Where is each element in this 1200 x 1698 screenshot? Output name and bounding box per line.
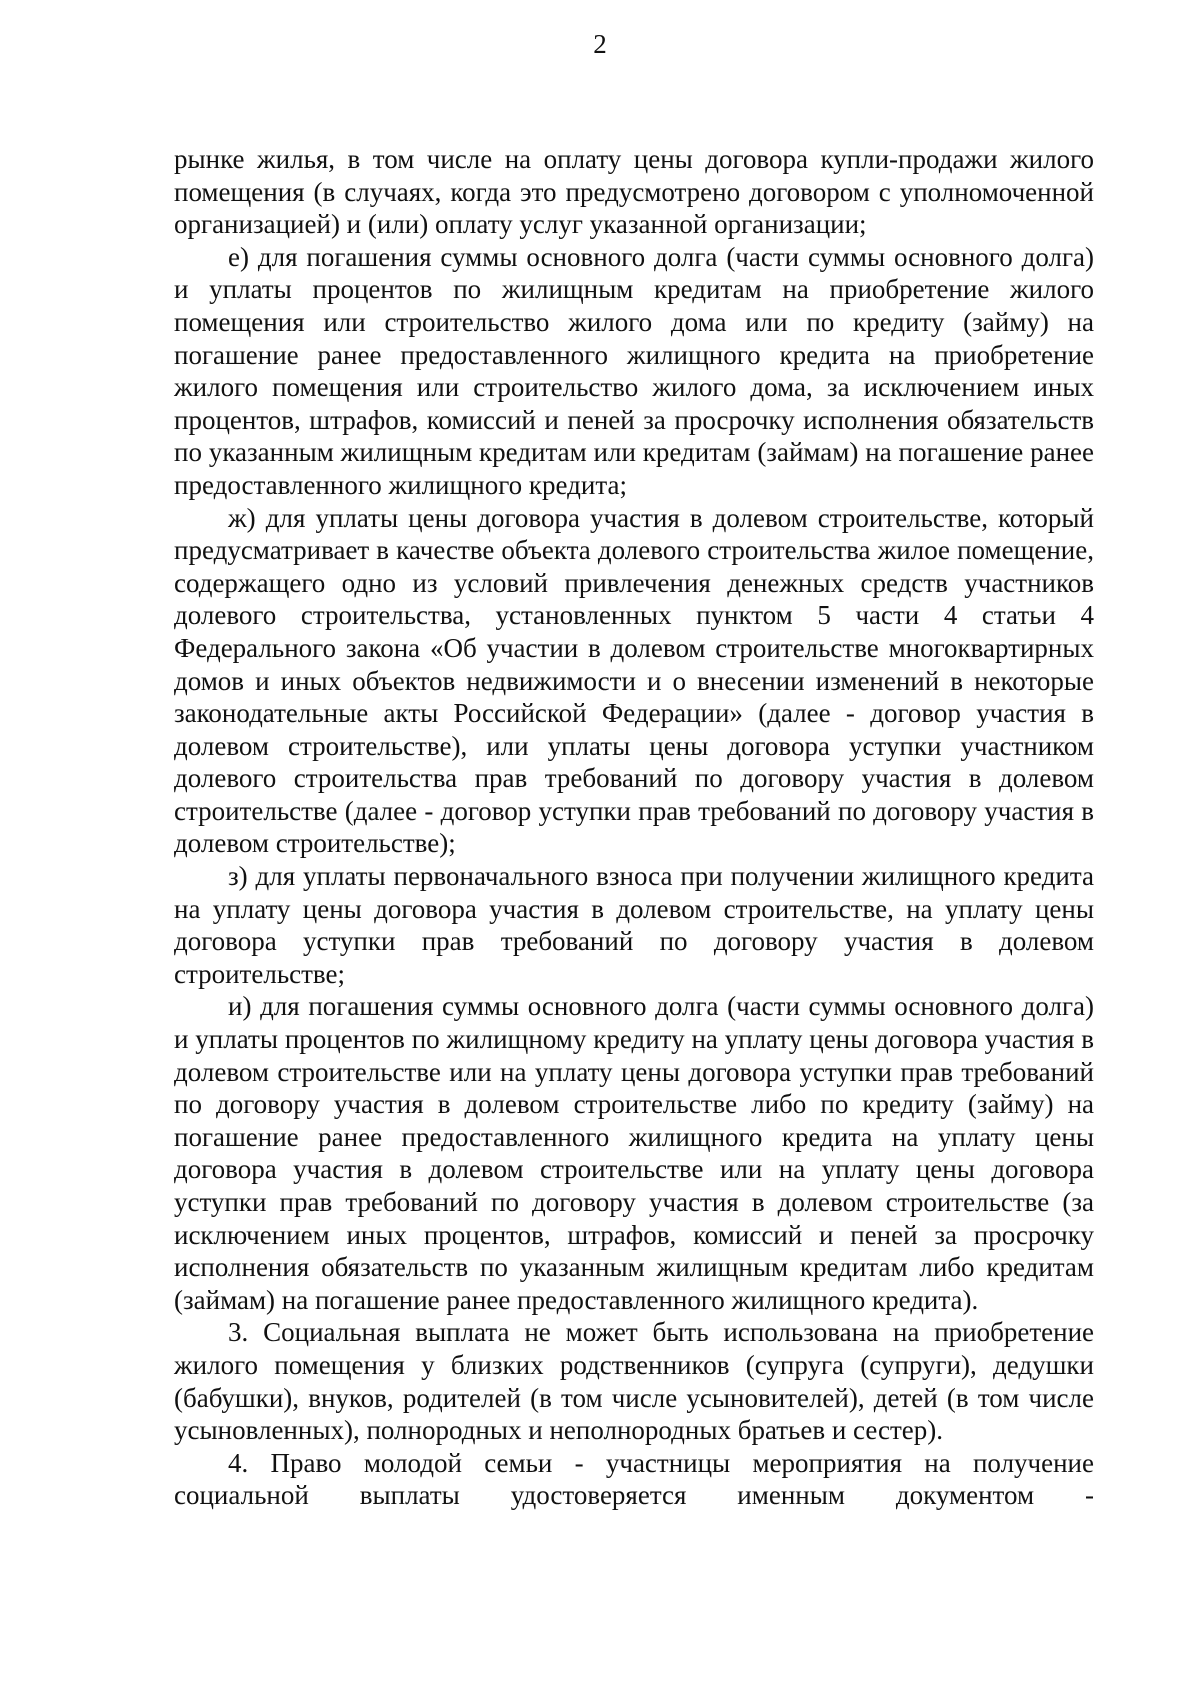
paragraph-item-i: и) для погашения суммы основного долга (части суммы основного долга) и уплаты процентов по жилищному кредиту на уплату цены договора участия в долевом строительстве или на уплату цены договора уступки прав требований по договору участия в долевом строительстве либо по кредиту (займу) на погашение ранее предоставленного жилищного кредита на уплату цены договора участия в долевом строительстве или на уплату цены договора уступки прав требований по договору участия в долевом строительстве (за исключением иных процентов, штрафов, комиссий и пеней за просрочку исполнения обязательств по указанным жилищным кредитам либо кредитам (займам) на погашение ранее предоставленного жилищного кредита). [174, 991, 1094, 1315]
paragraph-clause-3: 3. Социальная выплата не может быть использована на приобретение жилого помещения у близких родственников (супруга (супруги), дедушки (бабушки), внуков, родителей (в том числе усыновителей), детей (в том числе усыновленных), полнородных и неполнородных братьев и сестер). [174, 1317, 1094, 1446]
paragraph-item-zh: ж) для уплаты цены договора участия в долевом строительстве, который предусматривает в качестве объекта долевого строительства жилое помещение, содержащего одно из условий привлечения денежных средств участников долевого строительства, установленных пунктом 5 части 4 статьи 4 Федерального закона «Об участии в долевом строительстве многоквартирных домов и иных объектов недвижимости и о внесении изменений в некоторые законодательные акты Российской Федерации» (далее - договор участия в долевом строительстве), или уплаты цены договора уступки участником долевого строительства прав требований по договору участия в долевом строительстве (далее - договор уступки прав требований по договору участия в долевом строительстве); [174, 502, 1094, 859]
page-number: 2 [593, 29, 607, 59]
paragraph-clause-4: 4. Право молодой семьи - участницы мероприятия на получение социальной выплаты удостоверяется именным документом - [174, 1447, 1094, 1511]
paragraph-continuation: рынке жилья, в том числе на оплату цены договора купли-продажи жилого помещения (в случаях, когда это предусмотрено договором с уполномоченной организацией) и (или) оплату услуг указанной организации; [174, 144, 1094, 240]
paragraph-item-z: з) для уплаты первоначального взноса при получении жилищного кредита на уплату цены договора участия в долевом строительстве, на уплату цены договора уступки прав требований по договору участия в долевом строительстве; [174, 861, 1094, 989]
paragraph-item-e: е) для погашения суммы основного долга (части суммы основного долга) и уплаты процентов по жилищным кредитам на приобретение жилого помещения или строительство жилого дома или по кредиту (займу) на погашение ранее предоставленного жилищного кредита на приобретение жилого помещения или строительство жилого дома, за исключением иных процентов, штрафов, комиссий и пеней за просрочку исполнения обязательств по указанным жилищным кредитам или кредитам (займам) на погашение ранее предоставленного жилищного кредита; [174, 241, 1094, 500]
document-body [174, 143, 1094, 1512]
